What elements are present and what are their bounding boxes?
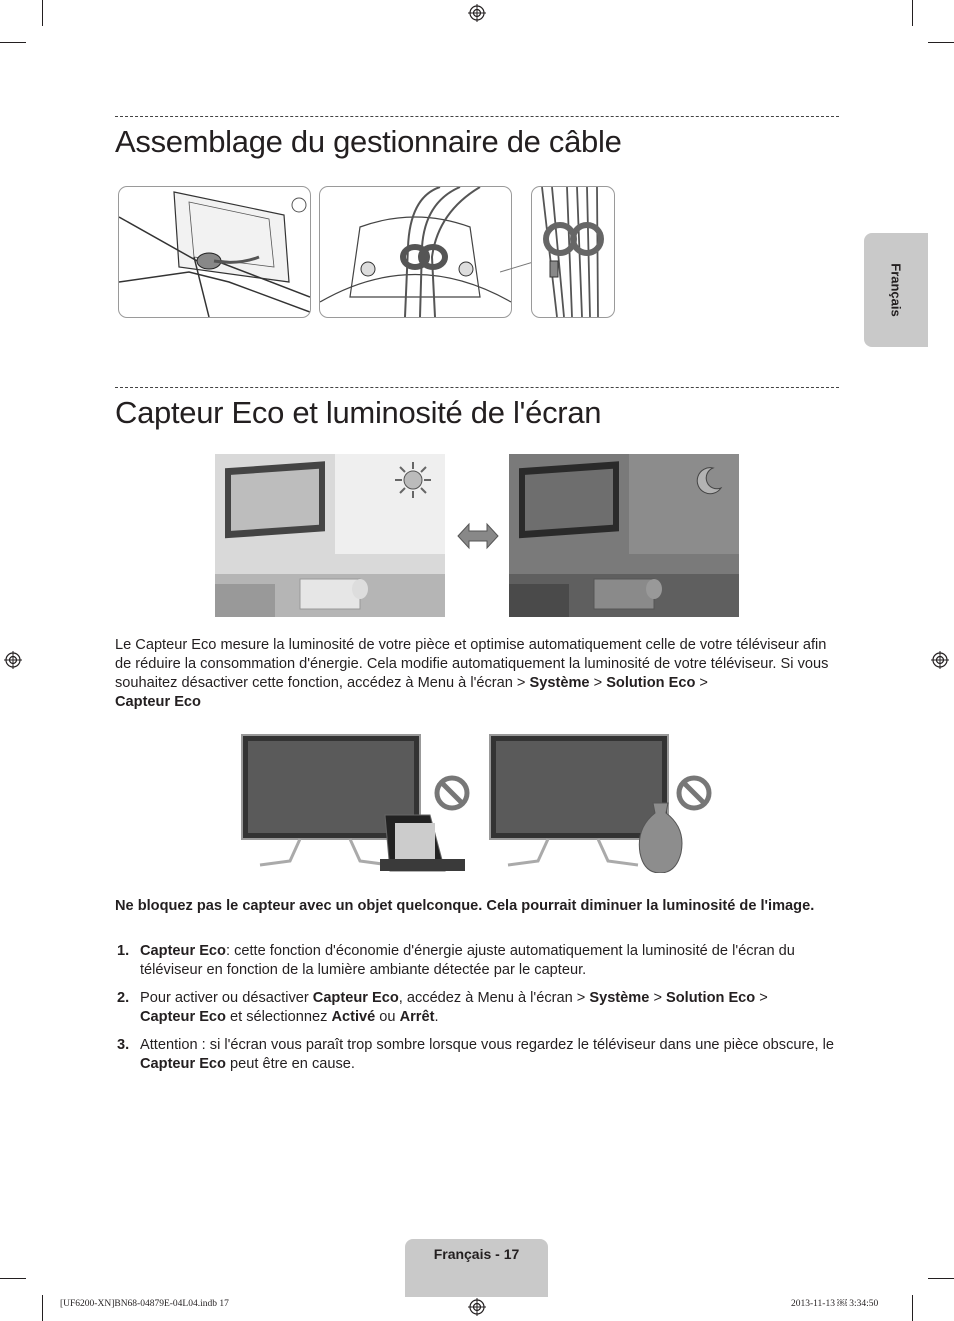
prohibited-icon: [675, 774, 713, 812]
section-title-eco: Capteur Eco et luminosité de l'écran: [115, 395, 602, 430]
crop-mark: [0, 1278, 26, 1279]
bright-room-image: [215, 454, 445, 617]
section-title-cable: Assemblage du gestionnaire de câble: [115, 124, 622, 159]
cable-illustration-detail: [531, 186, 615, 318]
print-slug-left: [UF6200-XN]BN68-04879E-04L04.indb 17: [60, 1299, 229, 1309]
tv-blocked-by-vase-illustration: [488, 733, 688, 873]
language-side-tab: [864, 233, 928, 347]
list-item: 3. Attention : si l'écran vous paraît trop sombre lorsque vous regardez le téléviseur dans une pièce obscure, le Capteur Eco peut être en cause.: [117, 1037, 834, 1072]
moon-icon: [691, 464, 725, 498]
registration-mark-icon: [468, 4, 486, 22]
dark-room-image: [509, 454, 739, 617]
sun-icon: [393, 460, 433, 500]
crop-mark: [912, 0, 913, 26]
print-slug-right: 2013-11-13 ￼ 3:34:50: [791, 1299, 879, 1309]
sensor-warning: Ne bloquez pas le capteur avec un objet quelconque. Cela pourrait diminuer la luminosité de l'image.: [115, 898, 815, 914]
prohibited-icon: [433, 774, 471, 812]
section-divider: [115, 387, 839, 388]
crop-mark: [928, 1278, 954, 1279]
registration-mark-icon: [468, 1298, 486, 1316]
crop-mark: [42, 0, 43, 26]
page-number-tab: [405, 1239, 548, 1297]
eco-sensor-notes: [115, 942, 839, 1083]
registration-mark-icon: [931, 651, 949, 669]
cable-illustration-holder: [319, 186, 512, 318]
eco-sensor-intro: Le Capteur Eco mesure la luminosité de votre pièce et optimise automatiquement celle de votre téléviseur afin de réduire la consommation d'énergie. Cela modifie automatiquement la luminosité de votre téléviseur. Si vous souhaitez désactiver cette fonction, accédez à Menu à l'écran > Système > Solution Eco > Capteur Eco: [115, 637, 829, 710]
crop-mark: [42, 1295, 43, 1321]
crop-mark: [0, 42, 26, 43]
crop-mark: [928, 42, 954, 43]
language-side-tab-label: Français: [888, 263, 904, 317]
section-divider: [115, 116, 839, 117]
list-item: 2. Pour activer ou désactiver Capteur Eco, accédez à Menu à l'écran > Système > Solution Eco > Capteur Eco et sélectionnez Activé ou Arrêt.: [117, 990, 768, 1025]
list-item: 1. Capteur Eco: cette fonction d'économie d'énergie ajuste automatiquement la luminosité de l'écran du téléviseur en fonction de la lumière ambiante détectée par le capteur.: [117, 943, 795, 978]
cable-illustration-stand: [118, 186, 311, 318]
registration-mark-icon: [4, 651, 22, 669]
double-arrow-icon: [456, 521, 500, 551]
page-number-label: Français - 17: [433, 1246, 520, 1262]
crop-mark: [912, 1295, 913, 1321]
